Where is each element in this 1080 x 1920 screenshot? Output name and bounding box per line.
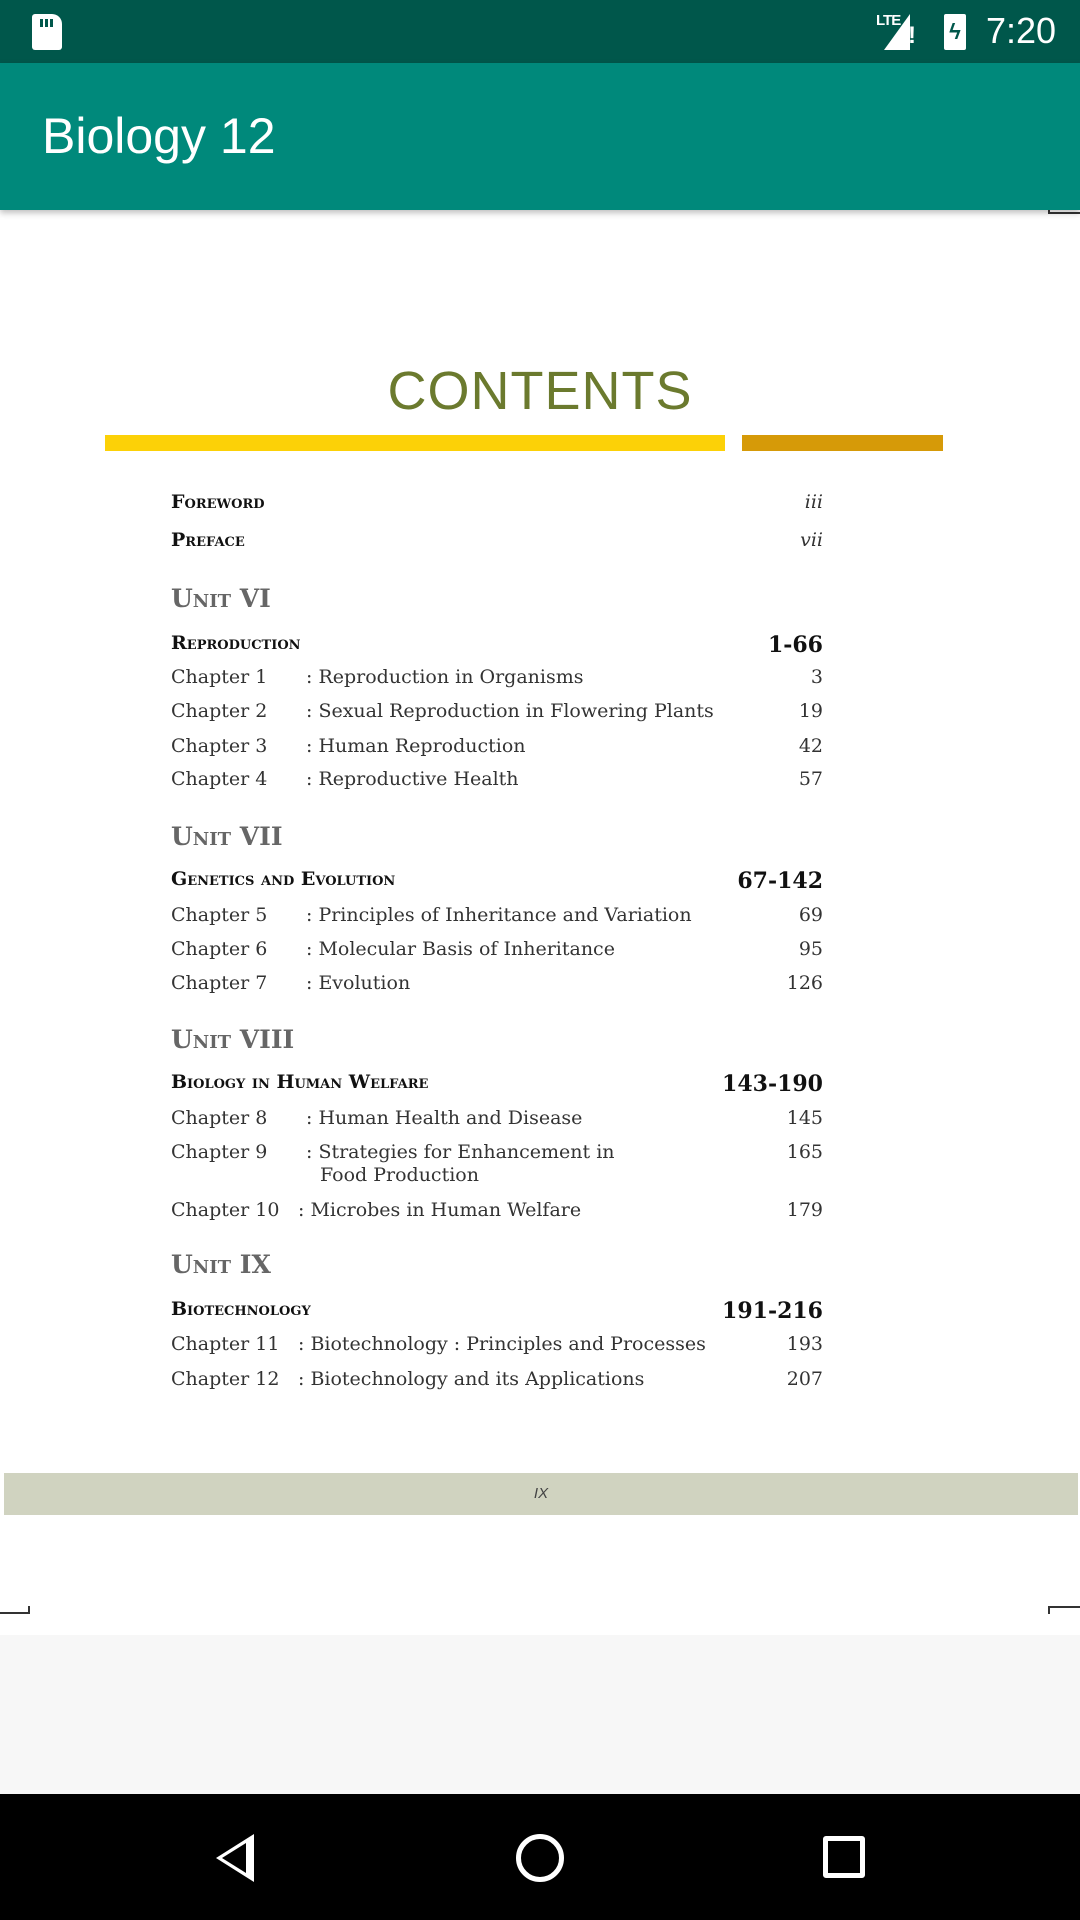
- chapter-title: : Reproduction in Organisms: [306, 666, 584, 688]
- chapter-title: : Biotechnology : Principles and Processes: [298, 1333, 706, 1355]
- home-icon[interactable]: [516, 1834, 564, 1882]
- signal-icon: [884, 14, 910, 50]
- chapter-row[interactable]: [171, 972, 823, 994]
- front-matter-row[interactable]: [171, 491, 823, 513]
- page-number: 165: [786, 1141, 823, 1163]
- crop-mark: [1048, 210, 1080, 214]
- navigation-bar: [0, 1794, 1080, 1920]
- chapter-number: Chapter 3: [171, 735, 268, 757]
- page-number: iii: [804, 491, 823, 513]
- chapter-row[interactable]: [171, 1199, 823, 1221]
- network-type: LTE: [876, 12, 901, 29]
- app-bar: [0, 63, 1080, 210]
- page-number: 179: [786, 1199, 823, 1221]
- chapter-row[interactable]: [171, 735, 823, 757]
- chapter-title: : Molecular Basis of Inheritance: [306, 938, 615, 960]
- page-number: 145: [786, 1107, 823, 1129]
- chapter-title: : Human Health and Disease: [306, 1107, 583, 1129]
- unit-title: Genetics and Evolution: [171, 868, 396, 890]
- chapter-number: Chapter 6: [171, 938, 268, 960]
- page-number: 95: [798, 938, 823, 960]
- chapter-number: Chapter 5: [171, 904, 268, 926]
- decorative-bar: [742, 435, 943, 451]
- crop-mark: [0, 1606, 30, 1614]
- chapter-title: : Reproductive Health: [306, 768, 519, 790]
- pdf-page[interactable]: [0, 210, 1080, 1635]
- unit-label: Unit VIII: [171, 1025, 295, 1054]
- chapter-title-continued: Food Production: [320, 1164, 479, 1186]
- unit-title-row[interactable]: [171, 632, 823, 658]
- chapter-row[interactable]: [171, 1333, 823, 1355]
- page-range: 143-190: [722, 1071, 823, 1097]
- unit-heading[interactable]: [171, 1250, 823, 1279]
- chapter-title: : Principles of Inheritance and Variation: [306, 904, 692, 926]
- status-bar: [0, 0, 1080, 63]
- back-icon[interactable]: [216, 1834, 254, 1882]
- chapter-number: Chapter 7: [171, 972, 268, 994]
- app-title: Biology 12: [42, 108, 276, 164]
- unit-heading[interactable]: [171, 1025, 823, 1054]
- chapter-row[interactable]: [171, 768, 823, 790]
- page-number: 207: [786, 1368, 823, 1390]
- chapter-title: : Sexual Reproduction in Flowering Plants: [306, 700, 714, 722]
- chapter-row[interactable]: [171, 1368, 823, 1390]
- chapter-row[interactable]: [171, 1107, 823, 1129]
- unit-title: Biology in Human Welfare: [171, 1071, 429, 1093]
- chapter-title: : Human Reproduction: [306, 735, 526, 757]
- chapter-row[interactable]: [171, 700, 823, 722]
- chapter-number: Chapter 9: [171, 1141, 268, 1163]
- unit-label: Unit IX: [171, 1250, 271, 1279]
- chapter-title: : Evolution: [306, 972, 411, 994]
- chapter-row[interactable]: [171, 1141, 823, 1186]
- chapter-title: : Biotechnology and its Applications: [298, 1368, 645, 1390]
- page-number: 3: [810, 666, 823, 688]
- page-number: 69: [798, 904, 823, 926]
- unit-label: Unit VII: [171, 822, 283, 851]
- clock: 7:20: [986, 10, 1057, 51]
- unit-heading[interactable]: [171, 584, 823, 613]
- entry-label: Foreword: [171, 491, 265, 513]
- chapter-number: Chapter 10: [171, 1199, 280, 1221]
- page-number: 57: [798, 768, 823, 790]
- chapter-number: Chapter 1: [171, 666, 268, 688]
- unit-label: Unit VI: [171, 584, 271, 613]
- contents-heading: CONTENTS: [387, 361, 693, 421]
- sd-card-icon: [32, 14, 62, 50]
- chapter-number: Chapter 8: [171, 1107, 268, 1129]
- no-data-icon: !: [908, 22, 916, 49]
- chapter-number: Chapter 11: [171, 1333, 280, 1355]
- unit-title-row[interactable]: [171, 1071, 823, 1097]
- unit-title: Biotechnology: [171, 1298, 311, 1320]
- page-number: vii: [800, 529, 823, 551]
- unit-title-row[interactable]: [171, 868, 823, 894]
- entry-label: Preface: [171, 529, 245, 551]
- page-range: 1-66: [767, 632, 823, 658]
- chapter-number: Chapter 4: [171, 768, 268, 790]
- chapter-row[interactable]: [171, 938, 823, 960]
- page-range: 67-142: [737, 868, 823, 894]
- chapter-number: Chapter 2: [171, 700, 268, 722]
- recents-icon[interactable]: [823, 1836, 865, 1878]
- chapter-number: Chapter 12: [171, 1368, 280, 1390]
- unit-title: Reproduction: [171, 632, 301, 654]
- page-range: 191-216: [722, 1298, 823, 1324]
- unit-title-row[interactable]: [171, 1298, 823, 1324]
- decorative-bar: [105, 435, 725, 451]
- chapter-title: : Strategies for Enhancement in: [306, 1141, 615, 1163]
- page-number: 42: [798, 735, 823, 757]
- page-number: 19: [798, 700, 823, 722]
- chapter-row[interactable]: [171, 666, 823, 688]
- chapter-row[interactable]: [171, 904, 823, 926]
- page-number: 193: [786, 1333, 823, 1355]
- battery-charging-icon: ϟ: [944, 14, 966, 50]
- unit-heading[interactable]: [171, 822, 823, 851]
- chapter-title: : Microbes in Human Welfare: [298, 1199, 582, 1221]
- crop-mark: [1048, 1606, 1080, 1614]
- front-matter-row[interactable]: [171, 529, 823, 551]
- page-footer: IX: [4, 1473, 1078, 1515]
- page-number: 126: [786, 972, 823, 994]
